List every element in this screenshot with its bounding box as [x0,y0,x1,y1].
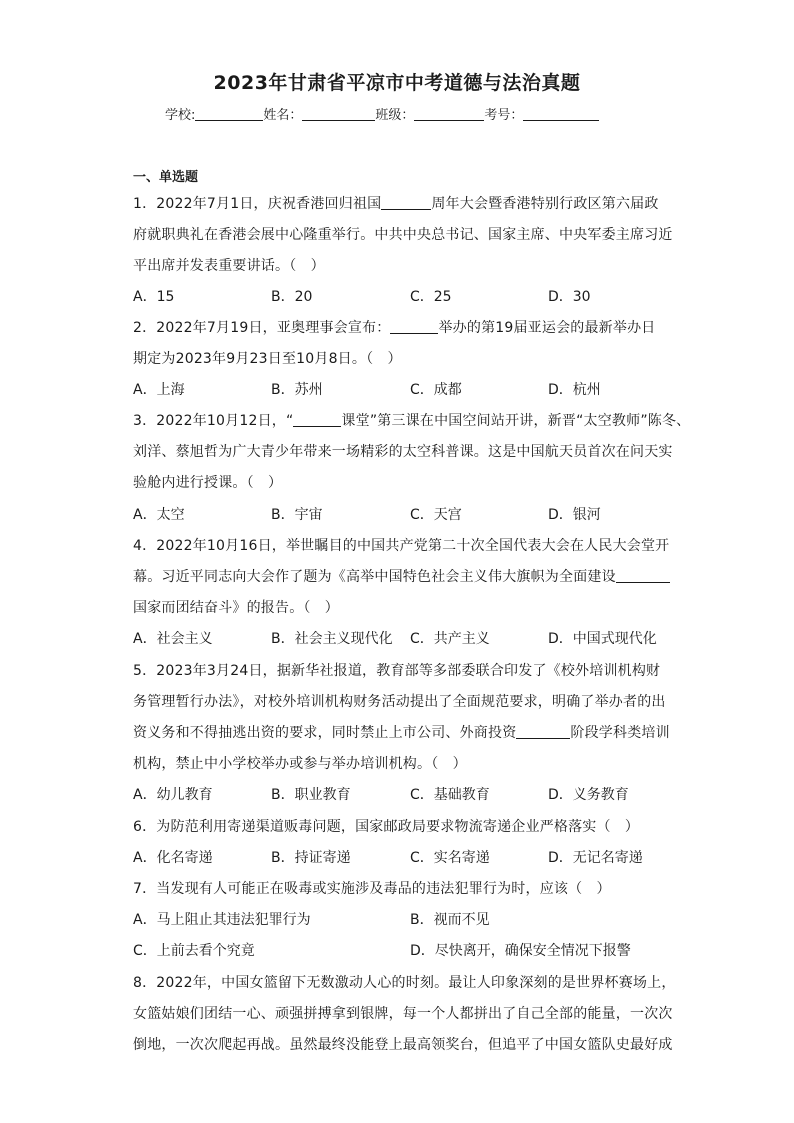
question-3-option-a[interactable]: A．太空 [133,507,185,523]
question-4-line-2: 幕。习近平同志向大会作了题为《高举中国特色社会主义伟大旗帜为全面建设 [133,566,670,586]
question-3-line-2: 刘洋、蔡旭哲为广大青少年带来一场精彩的太空科普课。这是中国航天员首次在问天实 [133,444,673,460]
question-4-line-1: 4．2022年10月16日，举世瞩目的中国共产党第二十次全国代表大会在人民大会堂开 [133,538,670,554]
question-3-option-c[interactable]: C．天宫 [410,507,462,523]
question-3-line-1: 3．2022年10月12日，“ 课堂”第三课在中国空间站开讲，新晋“太空教师”陈冬、 [133,413,691,429]
question-1-line-3: 平出席并发表重要讲话。（ ） [133,258,325,274]
question-5-line-1: 5．2023年3月24日，据新华社报道，教育部等多部委联合印发了《校外培训机构财 [133,663,661,679]
question-1-line-1: 1．2022年7月1日，庆祝香港回归祖国 周年大会暨香港特别行政区第六届政 [133,196,659,212]
question-1-option-c[interactable]: C．25 [410,289,452,305]
question-4-option-c[interactable]: C．共产主义 [410,631,490,647]
question-3-option-d[interactable]: D．银河 [548,507,601,523]
question-1-line-2: 府就职典礼在香港会展中心隆重举行。中共中央总书记、国家主席、中央军委主席习近 [133,227,673,243]
name-label: 姓名： [263,108,303,123]
question-4-option-d[interactable]: D．中国式现代化 [548,631,657,647]
question-7-option-b[interactable]: B．视而不见 [410,912,490,928]
question-7-line-1: 7．当发现有人可能正在吸毒或实施涉及毒品的违法犯罪行为时，应该（ ） [133,881,611,897]
question-6-option-c[interactable]: C．实名寄递 [410,850,490,866]
exam-number-blank[interactable] [523,107,599,121]
question-2-option-a[interactable]: A．上海 [133,382,185,398]
exam-number-label: 考号： [484,108,524,123]
question-5-option-b[interactable]: B．职业教育 [271,787,351,803]
question-5-option-c[interactable]: C．基础教育 [410,787,490,803]
question-4-option-a[interactable]: A．社会主义 [133,631,213,647]
question-7-option-a[interactable]: A．马上阻止其违法犯罪行为 [133,912,311,928]
question-5-blank [516,724,570,739]
section-heading: 一、单选题 [133,170,199,185]
question-2-line-2: 期定为2023年9月23日至10月8日。（ ） [133,351,402,367]
question-4-blank [616,568,670,583]
question-5-option-a[interactable]: A．幼儿教育 [133,787,213,803]
question-8-line-2: 女篮姑娘们团结一心、顽强拼搏拿到银牌，每一个人都拼出了自己全部的能量，一次次 [133,1006,673,1022]
school-label: 学校: [165,108,196,123]
student-info-row [165,104,599,123]
class-blank[interactable] [414,107,484,121]
question-7-option-c[interactable]: C．上前去看个究竟 [133,943,255,959]
question-5-option-d[interactable]: D．义务教育 [548,787,629,803]
question-6-option-a[interactable]: A．化名寄递 [133,850,213,866]
question-3-blank [293,412,341,427]
question-1-blank [381,195,431,210]
page-title: 2023年甘肃省平凉市中考道德与法治真题 [213,72,581,94]
question-2-option-b[interactable]: B．苏州 [271,382,323,398]
question-3-line-3: 验舱内进行授课。（ ） [133,475,283,491]
question-1-option-b[interactable]: B．20 [271,289,313,305]
school-blank[interactable] [195,107,263,121]
question-6-option-b[interactable]: B．持证寄递 [271,850,351,866]
question-5-line-3: 资义务和不得抽逃出资的要求，同时禁止上市公司、外商投资 阶段学科类培训 [133,725,670,741]
question-8-line-1: 8．2022年，中国女篮留下无数激动人心的时刻。最让人印象深刻的是世界杯赛场上， [133,975,676,991]
question-4-option-b[interactable]: B．社会主义现代化 [271,631,393,647]
question-2-line-1: 2．2022年7月19日，亚奥理事会宣布： 举办的第19届亚运会的最新举办日 [133,320,656,336]
question-8-line-3: 倒地，一次次爬起再战。虽然最终没能登上最高领奖台，但追平了中国女篮队史最好成 [133,1037,673,1053]
question-2-option-d[interactable]: D．杭州 [548,382,601,398]
question-1-option-a[interactable]: A．15 [133,289,175,305]
question-4-line-3: 国家而团结奋斗》的报告。（ ） [133,600,339,616]
name-blank[interactable] [302,107,375,121]
question-2-blank [390,319,438,334]
class-label: 班级： [375,108,415,123]
question-1-option-d[interactable]: D．30 [548,289,591,305]
question-7-option-d[interactable]: D．尽快离开，确保安全情况下报警 [410,943,631,959]
question-5-line-2: 务管理暂行办法》，对校外培训机构财务活动提出了全面规范要求，明确了举办者的出 [133,694,666,710]
question-6-line-1: 6．为防范利用寄递渠道贩毒问题，国家邮政局要求物流寄递企业严格落实（ ） [133,819,640,835]
question-5-line-4: 机构，禁止中小学校举办或参与举办培训机构。（ ） [133,756,467,772]
question-6-option-d[interactable]: D．无记名寄递 [548,850,643,866]
question-3-option-b[interactable]: B．宇宙 [271,507,323,523]
question-2-option-c[interactable]: C．成都 [410,382,462,398]
